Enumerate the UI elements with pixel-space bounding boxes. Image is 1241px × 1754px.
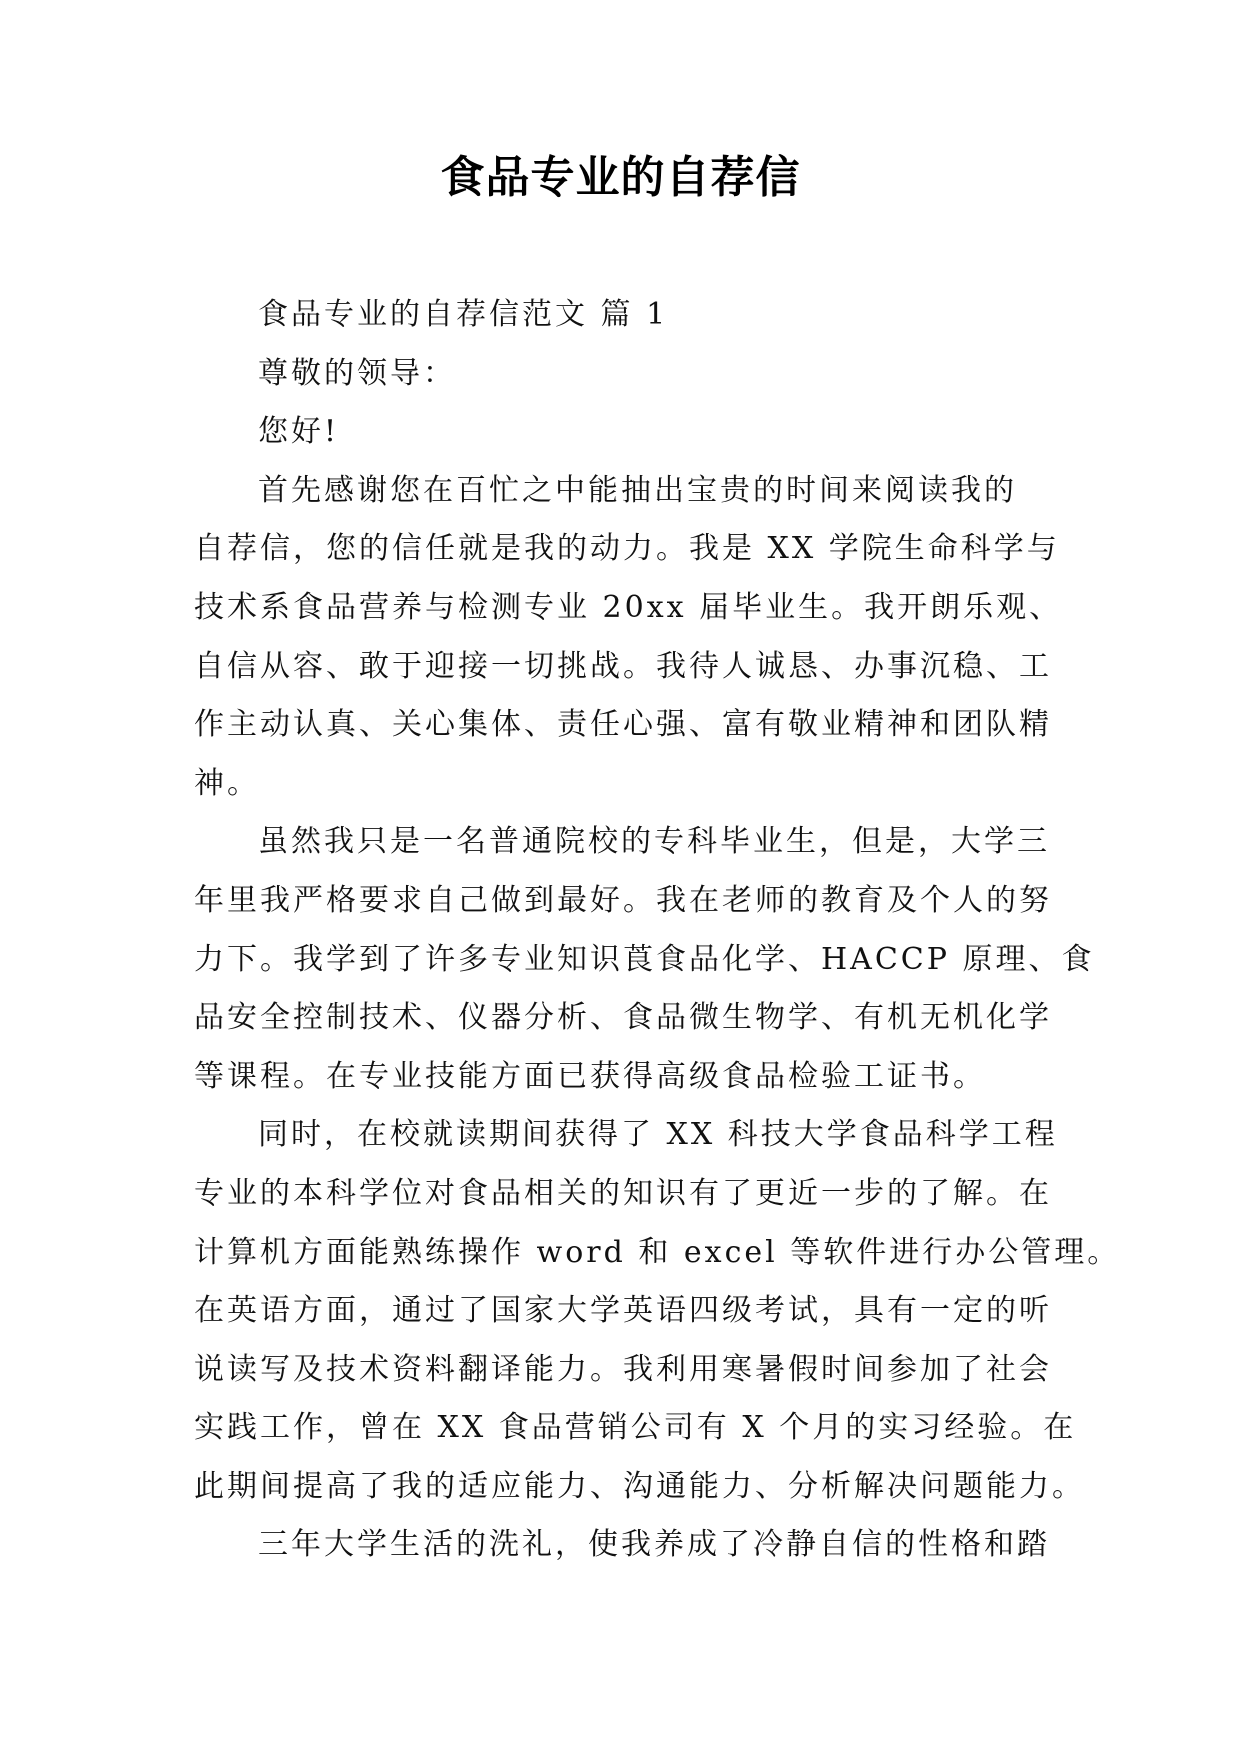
paragraph-line: 此期间提高了我的适应能力、沟通能力、分析解决问题能力。 <box>194 1468 1085 1504</box>
salutation: 尊敬的领导： <box>258 355 456 391</box>
paragraph-line: 同时，在校就读期间获得了 XX 科技大学食品科学工程 <box>258 1117 1058 1153</box>
paragraph-line: 虽然我只是一名普通院校的专科毕业生，但是，大学三 <box>258 824 1050 860</box>
document-title: 食品专业的自荐信 <box>440 152 801 203</box>
section-heading: 食品专业的自荐信范文 篇 1 <box>258 297 669 332</box>
paragraph-line: 力下。我学到了许多专业知识莨食品化学、HACCP 原理、食 <box>194 941 1095 977</box>
paragraph-line: 作主动认真、关心集体、责任心强、富有敬业精神和团队精 <box>194 707 1052 743</box>
paragraph-line: 在英语方面，通过了国家大学英语四级考试，具有一定的听 <box>194 1293 1052 1329</box>
paragraph-line: 神。 <box>194 765 260 801</box>
paragraph-line: 专业的本科学位对食品相关的知识有了更近一步的了解。在 <box>194 1175 1052 1211</box>
paragraph-line: 自信从容、敢于迎接一切挑战。我待人诚恳、办事沉稳、工 <box>194 648 1052 684</box>
paragraph-line: 说读写及技术资料翻译能力。我利用寒暑假时间参加了社会 <box>194 1351 1052 1387</box>
paragraph-line: 三年大学生活的洗礼，使我养成了冷静自信的性格和踏 <box>258 1527 1050 1563</box>
paragraph-line: 计算机方面能熟练操作 word 和 excel 等软件进行办公管理。 <box>194 1234 1121 1270</box>
paragraph-line: 等课程。在专业技能方面已获得高级食品检验工证书。 <box>194 1058 986 1094</box>
paragraph-line: 品安全控制技术、仪器分析、食品微生物学、有机无机化学 <box>194 1000 1052 1036</box>
paragraph-line: 自荐信，您的信任就是我的动力。我是 XX 学院生命科学与 <box>194 531 1060 567</box>
greeting: 您好! <box>258 414 340 450</box>
paragraph-line: 首先感谢您在百忙之中能抽出宝贵的时间来阅读我的 <box>258 472 1017 508</box>
paragraph-line: 实践工作，曾在 XX 食品营销公司有 X 个月的实习经验。在 <box>194 1410 1077 1446</box>
letter-body <box>194 286 1121 1575</box>
paragraph-line: 年里我严格要求自己做到最好。我在老师的教育及个人的努 <box>194 882 1052 918</box>
paragraph-line: 技术系食品营养与检测专业 20xx 届毕业生。我开朗乐观、 <box>194 589 1063 625</box>
